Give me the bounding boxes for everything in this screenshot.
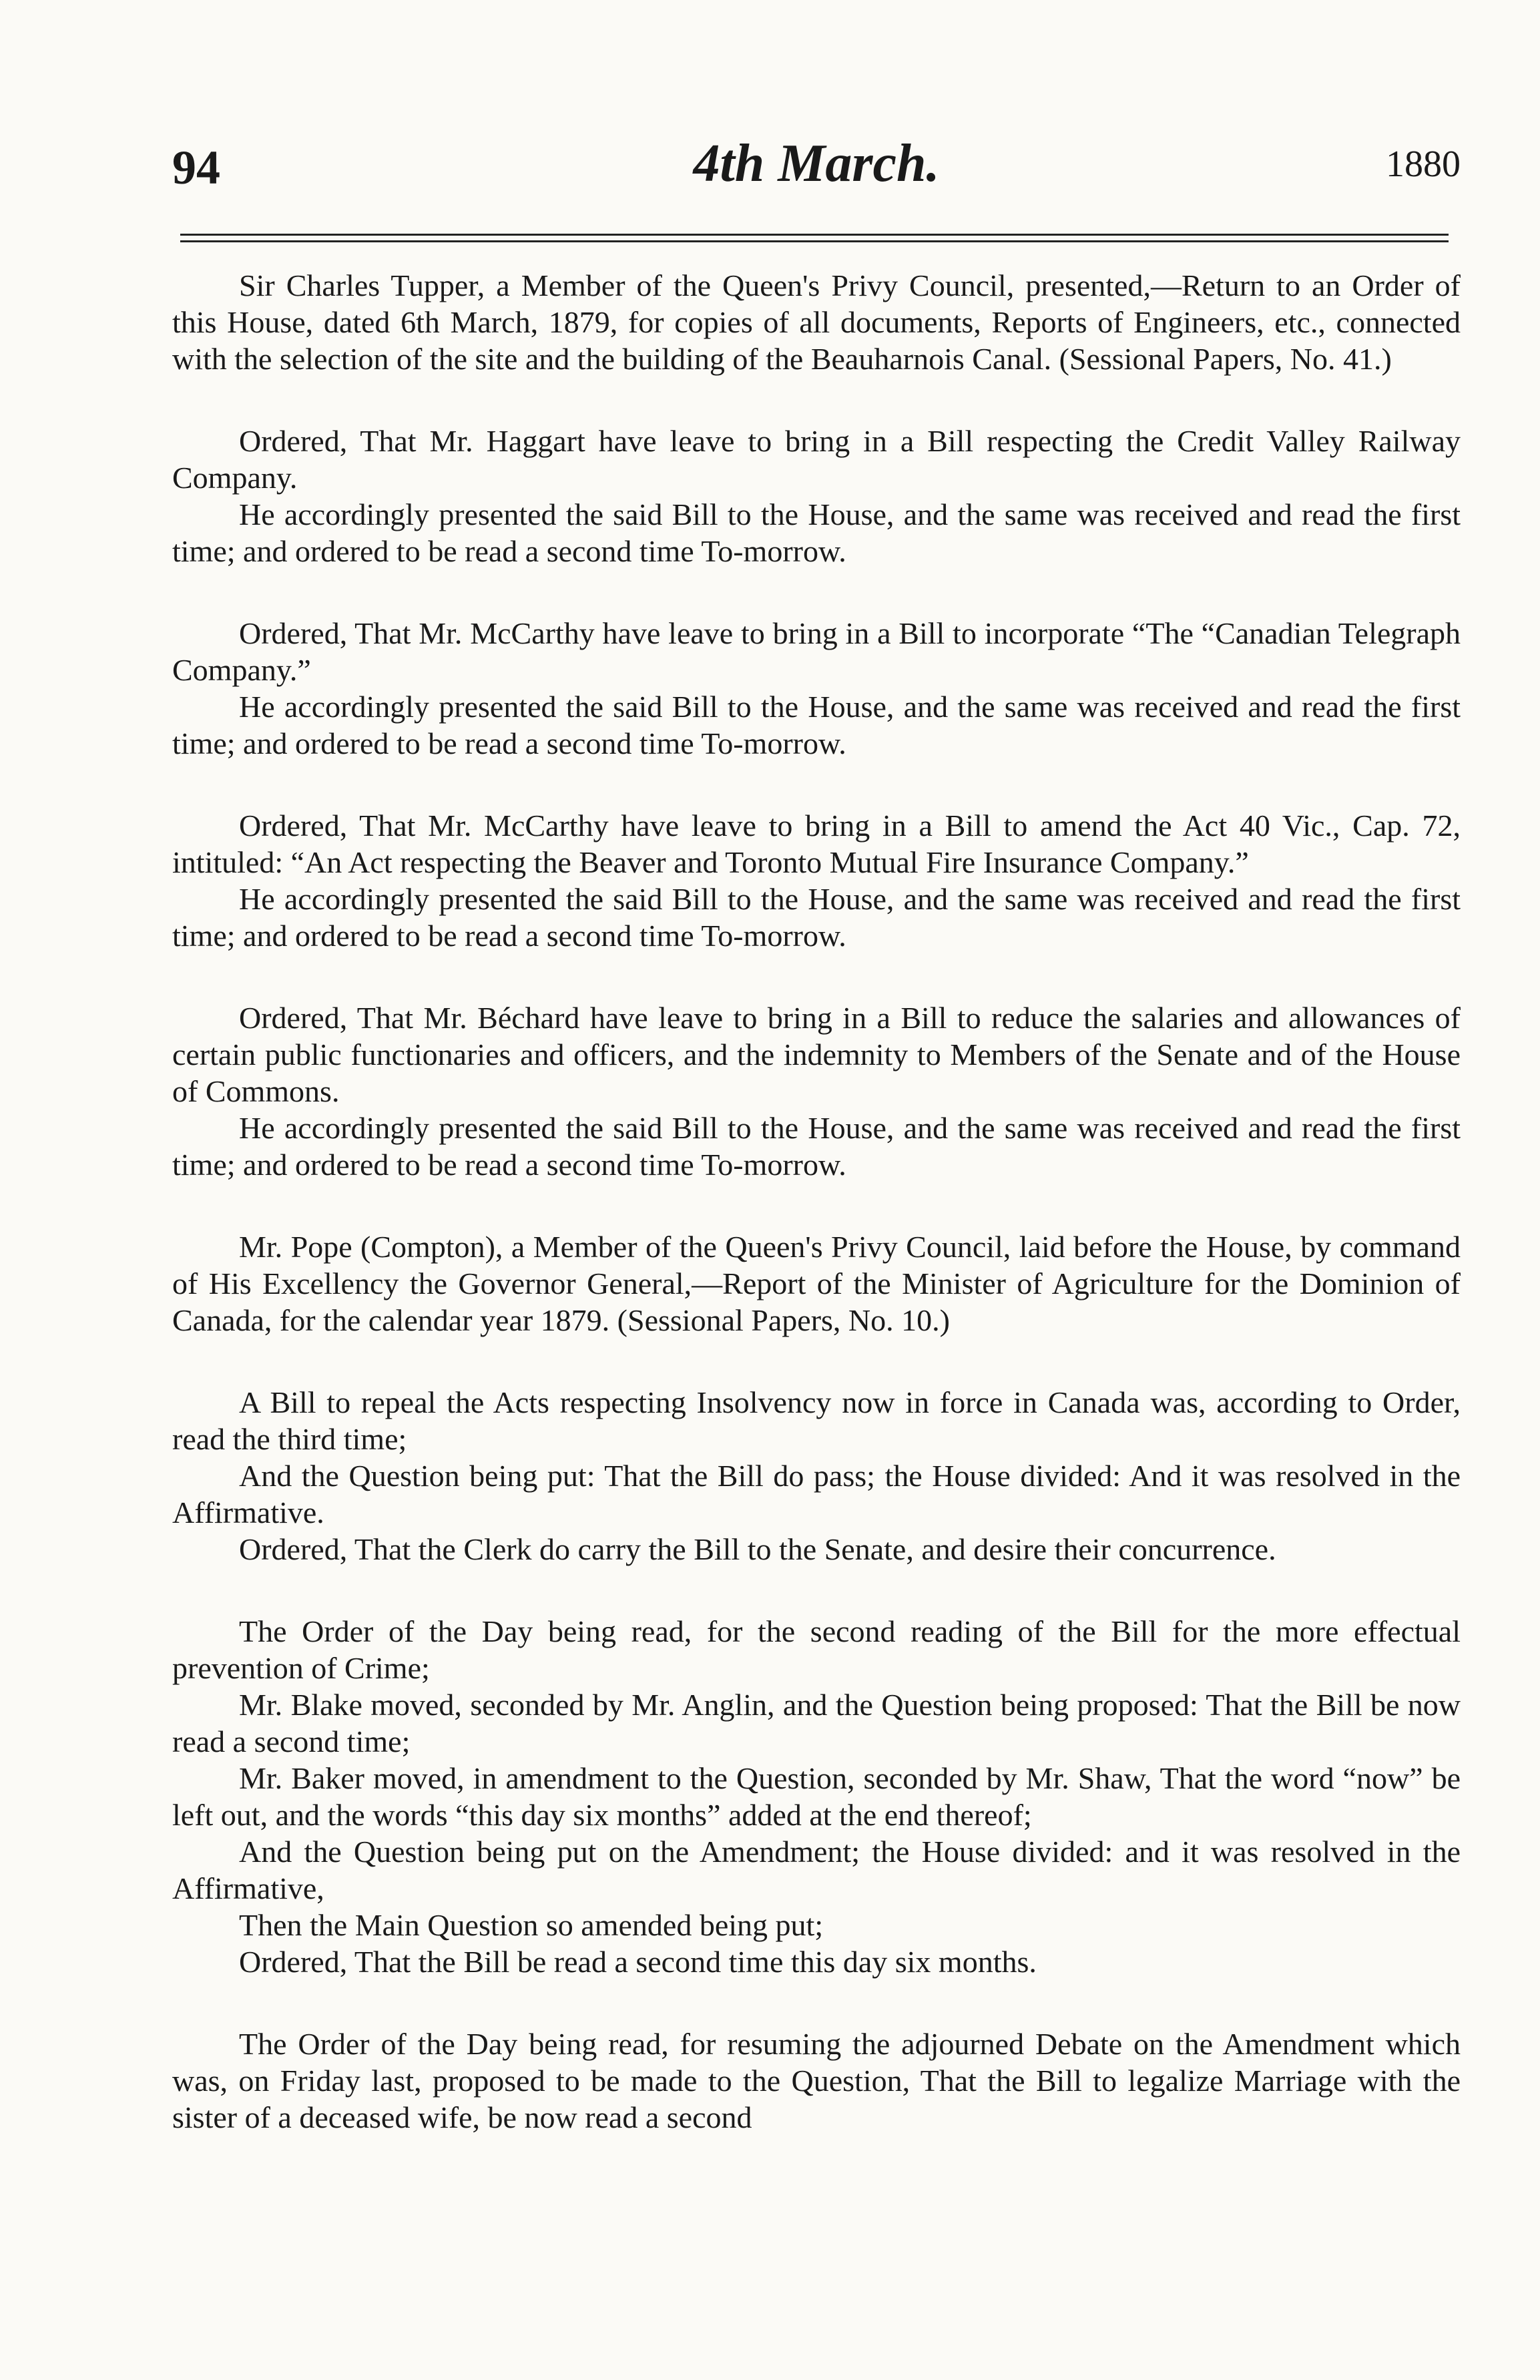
header-rule-top <box>180 234 1449 236</box>
page-number: 94 <box>172 141 220 194</box>
paragraph-text: Ordered, That Mr. Haggart have leave to bring in a Bill respecting the Credit Valley Railway Company. <box>172 424 1461 495</box>
paragraph-text: Ordered, That Mr. McCarthy have leave to bring in a Bill to incorporate “The “Canadian Telegraph Company.” <box>172 616 1461 687</box>
paragraph-text: He accordingly presented the said Bill to the House, and the same was received and read the first time; and ordered to be read a second time To-morrow. <box>172 497 1461 568</box>
year: 1880 <box>1386 144 1461 185</box>
paragraph-text: Mr. Baker moved, in amendment to the Question, seconded by Mr. Shaw, That the word “now” be left out, and the words “this day six months” added at the end thereof; <box>172 1761 1461 1832</box>
entry-mccarthy-telegraph-bill <box>172 615 1461 762</box>
paragraph-text: Then the Main Question so amended being put; <box>239 1908 824 1942</box>
entry-crime-bill <box>172 1613 1461 1980</box>
paragraph-text: And the Question being put on the Amendment; the House divided: and it was resolved in the Affirmative, <box>172 1835 1461 1905</box>
journal-body <box>172 267 1461 2181</box>
entry-marriage-bill <box>172 2026 1461 2136</box>
paragraph-text: Ordered, That Mr. Béchard have leave to bring in a Bill to reduce the salaries and allowances of certain public functionaries and officers, and the indemnity to Members of the Senate and of the House of Commons. <box>172 1001 1461 1108</box>
running-header <box>172 134 1461 207</box>
running-title: 4th March. <box>693 134 940 193</box>
paragraph-text: The Order of the Day being read, for the second reading of the Bill for the more effectual prevention of Crime; <box>172 1614 1461 1685</box>
paragraph-text: Ordered, That the Clerk do carry the Bill to the Senate, and desire their concurrence. <box>239 1532 1276 1566</box>
paragraph-text: And the Question being put: That the Bill do pass; the House divided: And it was resolved in the Affirmative. <box>172 1459 1461 1529</box>
paragraph-text: A Bill to repeal the Acts respecting Insolvency now in force in Canada was, according to Order, read the third time; <box>172 1385 1461 1456</box>
entry-mccarthy-insurance-bill <box>172 807 1461 954</box>
paragraph-text: Mr. Blake moved, seconded by Mr. Anglin, and the Question being proposed: That the Bill be now read a second time; <box>172 1688 1461 1758</box>
paragraph-text: Sir Charles Tupper, a Member of the Queen's Privy Council, presented,—Return to an Order of this House, dated 6th March, 1879, for copies of all documents, Reports of Engineers, etc., connected with the selection of the site and the building of the Beauharnois Canal. (Sessional Papers, No. 41.) <box>172 268 1461 376</box>
entry-bechard-bill <box>172 999 1461 1183</box>
paragraph-text: Mr. Pope (Compton), a Member of the Queen's Privy Council, laid before the House, by command of His Excellency the Governor General,—Report of the Minister of Agriculture for the Dominion of Canada, for the calendar year 1879. (Sessional Papers, No. 10.) <box>172 1230 1461 1337</box>
header-rule-bottom <box>180 240 1449 242</box>
paragraph-text: Ordered, That Mr. McCarthy have leave to bring in a Bill to amend the Act 40 Vic., Cap. 72, intituled: “An Act respecting the Beaver and Toronto Mutual Fire Insurance Company.” <box>172 808 1461 879</box>
entry-pope-report <box>172 1228 1461 1339</box>
paragraph-text: He accordingly presented the said Bill to the House, and the same was received and read the first time; and ordered to be read a second time To-morrow. <box>172 1111 1461 1182</box>
paragraph-text: He accordingly presented the said Bill to the House, and the same was received and read the first time; and ordered to be read a second time To-morrow. <box>172 882 1461 953</box>
entry-tupper-return <box>172 267 1461 377</box>
entry-insolvency-bill <box>172 1384 1461 1568</box>
entry-haggart-bill <box>172 423 1461 569</box>
paragraph-text: The Order of the Day being read, for resuming the adjourned Debate on the Amendment which was, on Friday last, proposed to be made to the Question, That the Bill to legalize Marriage with the sister of a deceased wife, be now read a second <box>172 2027 1461 2134</box>
paragraph-text: Ordered, That the Bill be read a second time this day six months. <box>239 1945 1037 1979</box>
paragraph-text: He accordingly presented the said Bill to the House, and the same was received and read the first time; and ordered to be read a second time To-morrow. <box>172 690 1461 760</box>
